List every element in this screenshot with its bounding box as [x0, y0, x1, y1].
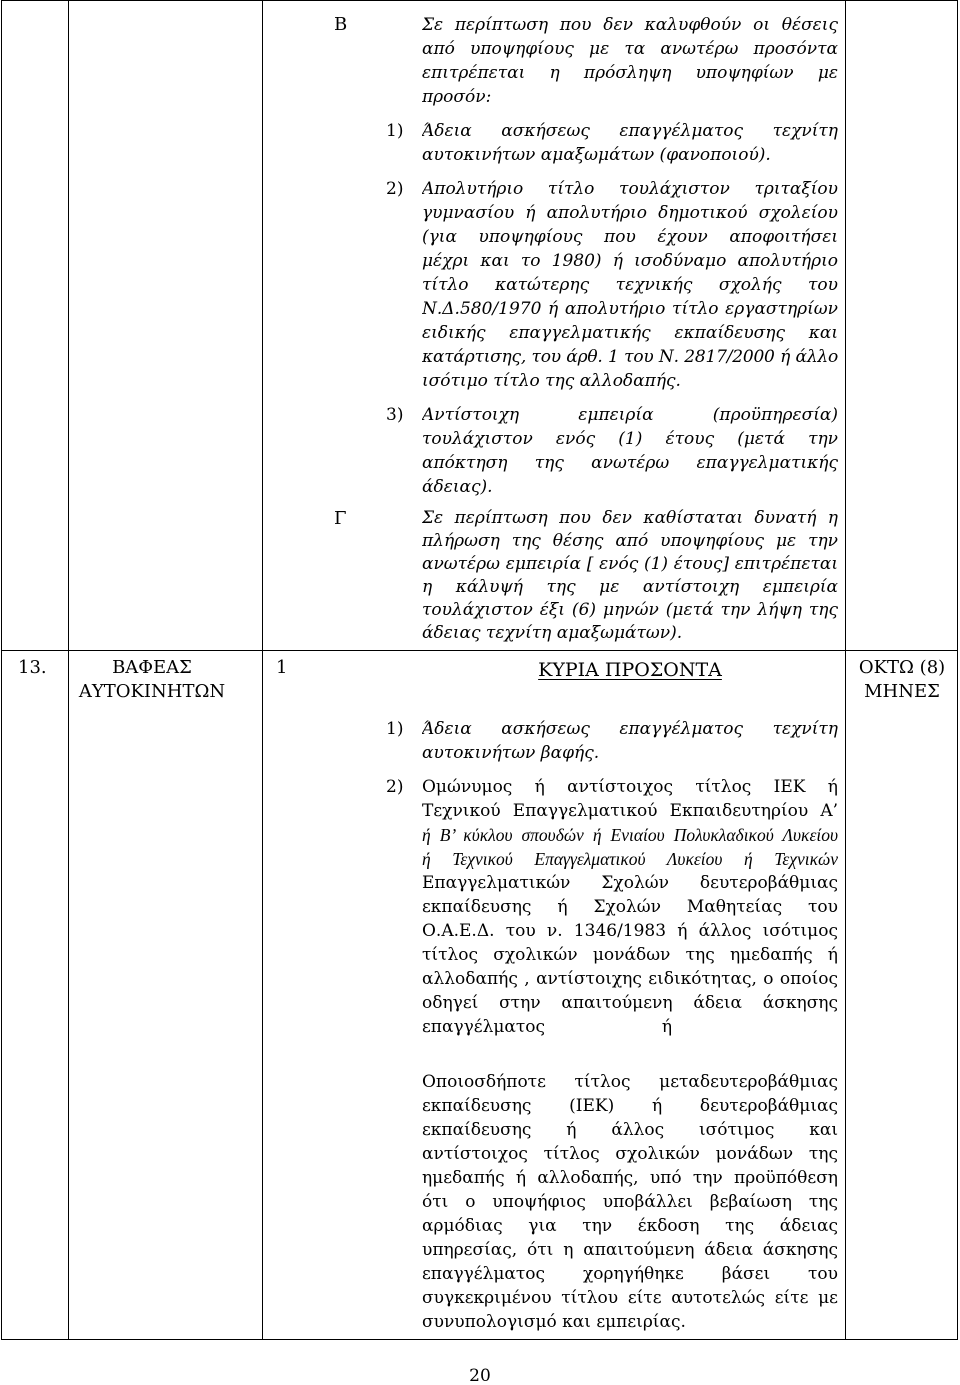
text-line: Οποιοσδήποτε τίτλος μεταδευτεροβάθμιας	[422, 1072, 838, 1092]
text-line: αρμόδιας για την έκδοση της άδειας	[422, 1216, 838, 1236]
column-divider	[68, 0, 69, 1339]
text-line: εκπαίδευσης ή άλλος ισότιμος και	[422, 1120, 838, 1140]
entry-number: 13.	[18, 657, 47, 678]
row-b-intro	[422, 13, 838, 109]
row-b-item-1-text	[422, 119, 838, 167]
text-line: Ν.Δ.580/1970 ή απολυτήριο τίτλο εργαστηρίων	[422, 299, 838, 319]
text-line: ημεδαπής ή αλλοδαπής, υπό την προϋπόθεση	[422, 1168, 838, 1188]
text-line: γυμνασίου ή απολυτήριο δημοτικού σχολείου	[422, 203, 838, 223]
text-line: Επαγγελματικών Σχολών δευτεροβάθμιας	[422, 873, 838, 893]
text-line: άδειας τεχνίτη αμαξωμάτων).	[422, 623, 683, 643]
specialty-name: ΒΑΦΕΑΣ ΑΥΤΟΚΙΝΗΤΩΝ	[78, 657, 226, 702]
text-line: οδηγεί στην απαιτούμενη άδεια άσκησης	[422, 993, 838, 1013]
text-line: υπηρεσίας, ότι η απαιτούμενη άδεια άσκησης	[422, 1240, 838, 1260]
text-line: εκπαίδευσης (ΙΕΚ) ή δευτεροβάθμιας	[422, 1096, 838, 1116]
item-number: 2)	[386, 777, 404, 797]
text-line: ότι ο υποψήφιος υποβάλλει βεβαίωση της	[422, 1192, 838, 1212]
text-line: συνυπολογισμό και εμπειρίας.	[422, 1312, 686, 1332]
text-line: προσόν:	[422, 87, 492, 107]
item-number: 1)	[386, 719, 404, 739]
entry-item-1-text	[422, 717, 838, 765]
text-line: τίτλος σχολικών μονάδων της ημεδαπής ή	[422, 945, 838, 965]
text-line: κατάρτισης, του άρθ. 1 του Ν. 2817/2000 ή άλλο	[422, 347, 838, 367]
text-line: αντίστοιχος τίτλος σχολικών μονάδων της	[422, 1144, 838, 1164]
text-line: επιτρέπεται η πρόσληψη υποψηφίων με	[422, 63, 838, 83]
table-border-left	[1, 0, 2, 1339]
row-b-item-3-text	[422, 403, 838, 499]
text-line: ή Β’ κύκλου σπουδών ή Ενιαίου Πολυκλαδικού Λυκείου	[422, 825, 838, 845]
text-line: (για υποψηφίους που έχουν αποφοιτήσει	[422, 227, 838, 247]
text-line: αυτοκινήτων βαφής.	[422, 743, 600, 763]
text-line: μέχρι και το 1980) ή ισοδύναμο απολυτήριο	[422, 251, 838, 271]
text-line: Σε περίπτωση που δεν καθίσταται δυνατή η	[422, 508, 838, 528]
item-number: 3)	[386, 405, 404, 425]
row-label-g: Γ	[334, 508, 347, 529]
text-line: επαγγέλματος χορηγήθηκε βάσει του	[422, 1264, 838, 1284]
main-qualifications-heading: ΚΥΡΙΑ ΠΡΟΣΟΝΤΑ	[538, 659, 722, 681]
text-line: ισότιμο τίτλο της αλλοδαπής.	[422, 371, 681, 391]
alternative-qualification-text	[422, 1070, 838, 1334]
column-divider	[845, 0, 846, 1339]
text-line: συγκεκριμένου τίτλου είτε αυτοτελώς είτε με	[422, 1288, 838, 1308]
text-line: αυτοκινήτων αμαξωμάτων (φανοποιού).	[422, 145, 771, 165]
text-line: επαγγέλματος ή	[422, 1017, 672, 1037]
text-line: εκπαίδευσης ή Σχολών Μαθητείας του	[422, 897, 838, 917]
text-line: απόκτηση της ανωτέρω επαγγελματικής	[422, 453, 838, 473]
item-number: 2)	[386, 179, 404, 199]
row-g-text	[422, 507, 838, 645]
text-line: Απολυτήριο τίτλο τουλάχιστον τριταξίου	[422, 179, 838, 199]
contract-duration: ΟΚΤΩ (8) ΜΗΝΕΣ	[858, 657, 946, 702]
table-border-top	[1, 0, 958, 1]
text-line: Τεχνικού Επαγγελματικού Εκπαιδευτηρίου Α’	[422, 801, 838, 821]
table-border-bottom	[1, 1339, 958, 1340]
text-line: άδειας).	[422, 477, 493, 497]
row-label-b: Β	[334, 14, 348, 35]
row-b-item-2-text	[422, 177, 838, 393]
page-number: 20	[469, 1366, 491, 1385]
text-line: πλήρωση της θέσης από υποψηφίους με την	[422, 531, 838, 551]
text-line: από υποψηφίους με τα ανωτέρω προσόντα	[422, 39, 838, 59]
text-line: ανωτέρω εμπειρία [ ενός (1) έτους] επιτρέπεται	[422, 554, 838, 574]
text-line: Αντίστοιχη εμπειρία (προϋπηρεσία)	[422, 405, 838, 425]
positions-count: 1	[276, 657, 288, 678]
text-line: αλλοδαπής , αντίστοιχης ειδικότητας, ο οποίος	[422, 969, 838, 989]
item-number: 1)	[386, 121, 404, 141]
column-divider	[262, 0, 263, 1339]
text-line: Σε περίπτωση που δεν καλυφθούν οι θέσεις	[422, 15, 838, 35]
table-border-right	[957, 0, 958, 1339]
text-line: ή Τεχνικού Επαγγελματικού Λυκείου ή Τεχνικών	[422, 849, 838, 869]
text-line: η κάλυψή της με αντίστοιχη εμπειρία	[422, 577, 838, 597]
row-divider	[1, 650, 958, 651]
text-line: Ομώνυμος ή αντίστοιχος τίτλος ΙΕΚ ή	[422, 777, 838, 797]
entry-item-2-text	[422, 775, 838, 1039]
text-line: τουλάχιστον έξι (6) μηνών (μετά την λήψη της	[422, 600, 838, 620]
text-line: Άδεια ασκήσεως επαγγέλματος τεχνίτη	[422, 719, 838, 739]
text-line: τίτλο κατώτερης τεχνικής σχολής του	[422, 275, 838, 295]
text-line: ειδικής επαγγελματικής εκπαίδευσης και	[422, 323, 838, 343]
text-line: Άδεια ασκήσεως επαγγέλματος τεχνίτη	[422, 121, 838, 141]
text-line: τουλάχιστον ενός (1) έτους (μετά την	[422, 429, 838, 449]
text-line: Ο.Α.Ε.Δ. του ν. 1346/1983 ή άλλος ισότιμος	[422, 921, 838, 941]
